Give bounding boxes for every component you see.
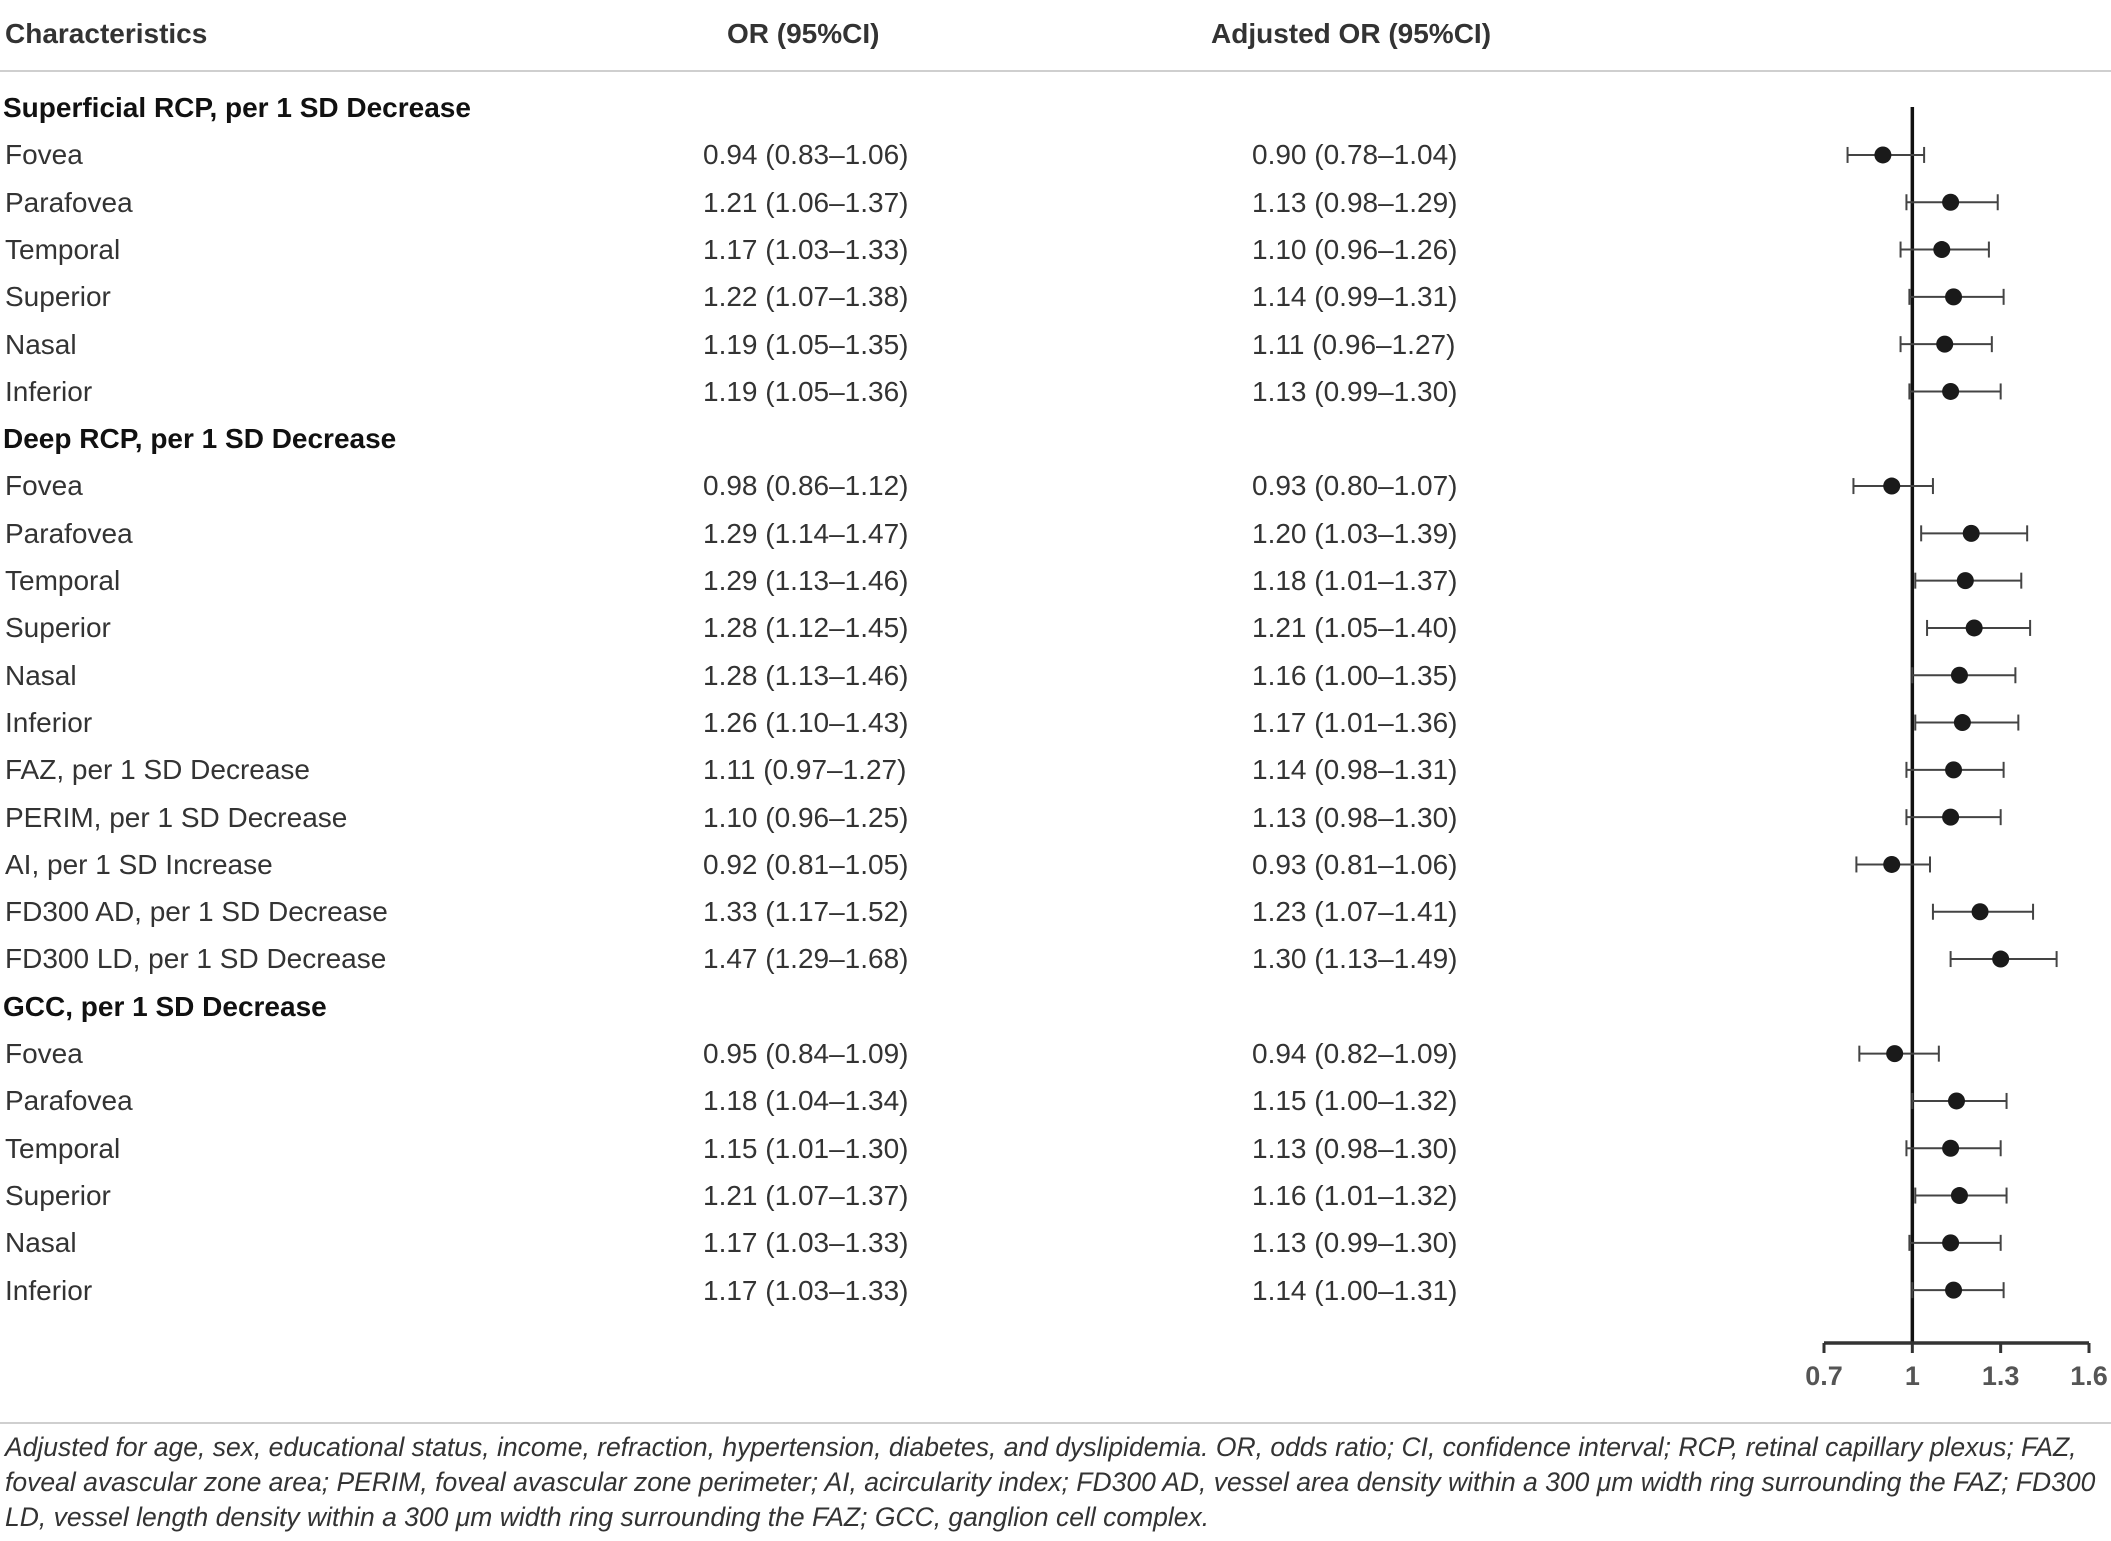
or-value: 1.22 (1.07–1.38) [703, 281, 909, 313]
adjusted-or-value: 0.93 (0.81–1.06) [1252, 848, 1458, 880]
adjusted-or-value: 1.14 (0.98–1.31) [1252, 754, 1458, 786]
or-point [1957, 572, 1974, 589]
or-point [1936, 336, 1953, 353]
adjusted-or-value: 1.10 (0.96–1.26) [1252, 233, 1458, 265]
or-point [1945, 288, 1962, 305]
or-point [1886, 1045, 1903, 1062]
adjusted-or-value: 1.13 (0.98–1.30) [1252, 801, 1458, 833]
adjusted-or-value: 1.13 (0.99–1.30) [1252, 375, 1458, 407]
x-tick-label: 1 [1904, 1361, 1920, 1391]
adjusted-or-value: 1.20 (1.03–1.39) [1252, 517, 1458, 549]
or-point [1942, 1234, 1959, 1251]
adjusted-or-value: 1.15 (1.00–1.32) [1252, 1085, 1458, 1117]
adjusted-or-value: 1.23 (1.07–1.41) [1252, 896, 1458, 928]
adjusted-or-value: 1.21 (1.05–1.40) [1252, 612, 1458, 644]
or-value: 1.19 (1.05–1.35) [703, 328, 909, 360]
row-label: PERIM, per 1 SD Decrease [5, 801, 348, 833]
x-tick-label: 1.6 [2070, 1361, 2108, 1391]
or-point [1945, 761, 1962, 778]
adjusted-or-value: 1.16 (1.01–1.32) [1252, 1179, 1458, 1211]
adjusted-or-value: 1.16 (1.00–1.35) [1252, 659, 1458, 691]
row-label: FAZ, per 1 SD Decrease [5, 754, 311, 786]
or-value: 1.21 (1.06–1.37) [703, 186, 909, 218]
adjusted-or-value: 1.13 (0.98–1.30) [1252, 1132, 1458, 1164]
row-label: Superior [5, 1179, 111, 1211]
or-value: 0.94 (0.83–1.06) [703, 139, 909, 171]
or-value: 1.17 (1.03–1.33) [703, 1274, 909, 1306]
adjusted-or-value: 1.14 (1.00–1.31) [1252, 1274, 1458, 1306]
or-value: 0.98 (0.86–1.12) [703, 470, 909, 502]
or-point [1992, 951, 2009, 968]
row-label: AI, per 1 SD Increase [5, 848, 273, 880]
or-point [1963, 525, 1980, 542]
section-label: GCC, per 1 SD Decrease [3, 990, 327, 1022]
row-label: Nasal [5, 328, 77, 360]
or-value: 1.17 (1.03–1.33) [703, 233, 909, 265]
or-point [1951, 1187, 1968, 1204]
row-label: Fovea [5, 470, 83, 502]
adjusted-or-value: 0.90 (0.78–1.04) [1252, 139, 1458, 171]
or-value: 1.29 (1.13–1.46) [703, 565, 909, 596]
row-label: FD300 AD, per 1 SD Decrease [5, 896, 388, 928]
or-point [1883, 856, 1900, 873]
section-label: Superficial RCP, per 1 SD Decrease [3, 92, 471, 123]
row-label: Nasal [5, 1227, 77, 1259]
row-label: Inferior [5, 706, 93, 738]
or-value: 0.95 (0.84–1.09) [703, 1038, 909, 1069]
row-label: Fovea [5, 139, 83, 171]
or-point [1954, 714, 1971, 731]
section-label: Deep RCP, per 1 SD Decrease [3, 423, 397, 455]
x-tick-label: 1.3 [1981, 1361, 2020, 1391]
or-value: 1.29 (1.14–1.47) [703, 517, 909, 549]
header-characteristics: Characteristics [5, 18, 208, 49]
or-point [1933, 241, 1950, 258]
or-point [1942, 1140, 1959, 1157]
or-value: 1.47 (1.29–1.68) [703, 943, 909, 975]
adjusted-or-value: 1.13 (0.98–1.29) [1252, 186, 1458, 218]
row-label: FD300 LD, per 1 SD Decrease [5, 943, 387, 975]
row-label: Nasal [5, 659, 77, 691]
row-label: Temporal [5, 565, 121, 596]
header-or: OR (95%CI) [727, 18, 880, 49]
row-label: Temporal [5, 233, 121, 265]
or-value: 1.17 (1.03–1.33) [703, 1227, 909, 1259]
footnote-divider [0, 1422, 2111, 1424]
or-point [1874, 146, 1891, 163]
or-value: 1.10 (0.96–1.25) [703, 801, 909, 833]
row-label: Parafovea [5, 186, 133, 218]
row-label: Parafovea [5, 1085, 133, 1117]
or-value: 0.92 (0.81–1.05) [703, 848, 909, 880]
or-value: 1.11 (0.97–1.27) [703, 754, 907, 786]
or-point [1942, 383, 1959, 400]
or-point [1883, 478, 1900, 495]
adjusted-or-value: 1.30 (1.13–1.49) [1252, 943, 1458, 975]
row-label: Inferior [5, 1274, 93, 1306]
adjusted-or-value: 0.94 (0.82–1.09) [1252, 1038, 1458, 1069]
adjusted-or-value: 1.17 (1.01–1.36) [1252, 706, 1458, 738]
or-value: 1.21 (1.07–1.37) [703, 1179, 909, 1211]
adjusted-or-value: 1.11 (0.96–1.27) [1252, 328, 1456, 360]
adjusted-or-value: 1.13 (0.99–1.30) [1252, 1227, 1458, 1259]
or-value: 1.18 (1.04–1.34) [703, 1085, 909, 1117]
row-label: Parafovea [5, 517, 133, 549]
adjusted-or-value: 1.14 (0.99–1.31) [1252, 281, 1458, 313]
or-value: 1.28 (1.12–1.45) [703, 612, 909, 644]
row-label: Temporal [5, 1132, 121, 1164]
or-value: 1.33 (1.17–1.52) [703, 896, 909, 928]
or-value: 1.15 (1.01–1.30) [703, 1132, 909, 1164]
footnote: Adjusted for age, sex, educational status, income, refraction, hypertension, diabetes, and dyslipidemia. OR, odds ratio; CI, confidence interval; RCP, retinal capillary plexus; FAZ, foveal avascular zone area; PERIM, foveal avascular zone perimeter; AI, acircularity index; FD300 AD, vessel area density within a 300 μm width ring surrounding the FAZ; FD300 LD, vessel length density within a 300 μm width ring surrounding the FAZ; GCC, ganglion cell complex. [5, 1432, 2096, 1532]
or-point [1951, 667, 1968, 684]
header-adjusted-or: Adjusted OR (95%CI) [1211, 18, 1492, 49]
or-point [1942, 194, 1959, 211]
or-value: 1.19 (1.05–1.36) [703, 375, 909, 407]
or-point [1966, 619, 1983, 636]
or-value: 1.26 (1.10–1.43) [703, 706, 909, 738]
or-value: 1.28 (1.13–1.46) [703, 659, 909, 691]
or-point [1948, 1092, 1965, 1109]
x-tick-label: 0.7 [1805, 1361, 1843, 1391]
or-point [1942, 809, 1959, 826]
adjusted-or-value: 0.93 (0.80–1.07) [1252, 470, 1458, 502]
row-label: Inferior [5, 375, 93, 407]
or-point [1945, 1282, 1962, 1299]
row-label: Fovea [5, 1038, 83, 1069]
row-label: Superior [5, 281, 111, 313]
row-label: Superior [5, 612, 111, 644]
adjusted-or-value: 1.18 (1.01–1.37) [1252, 565, 1458, 596]
or-point [1972, 903, 1989, 920]
